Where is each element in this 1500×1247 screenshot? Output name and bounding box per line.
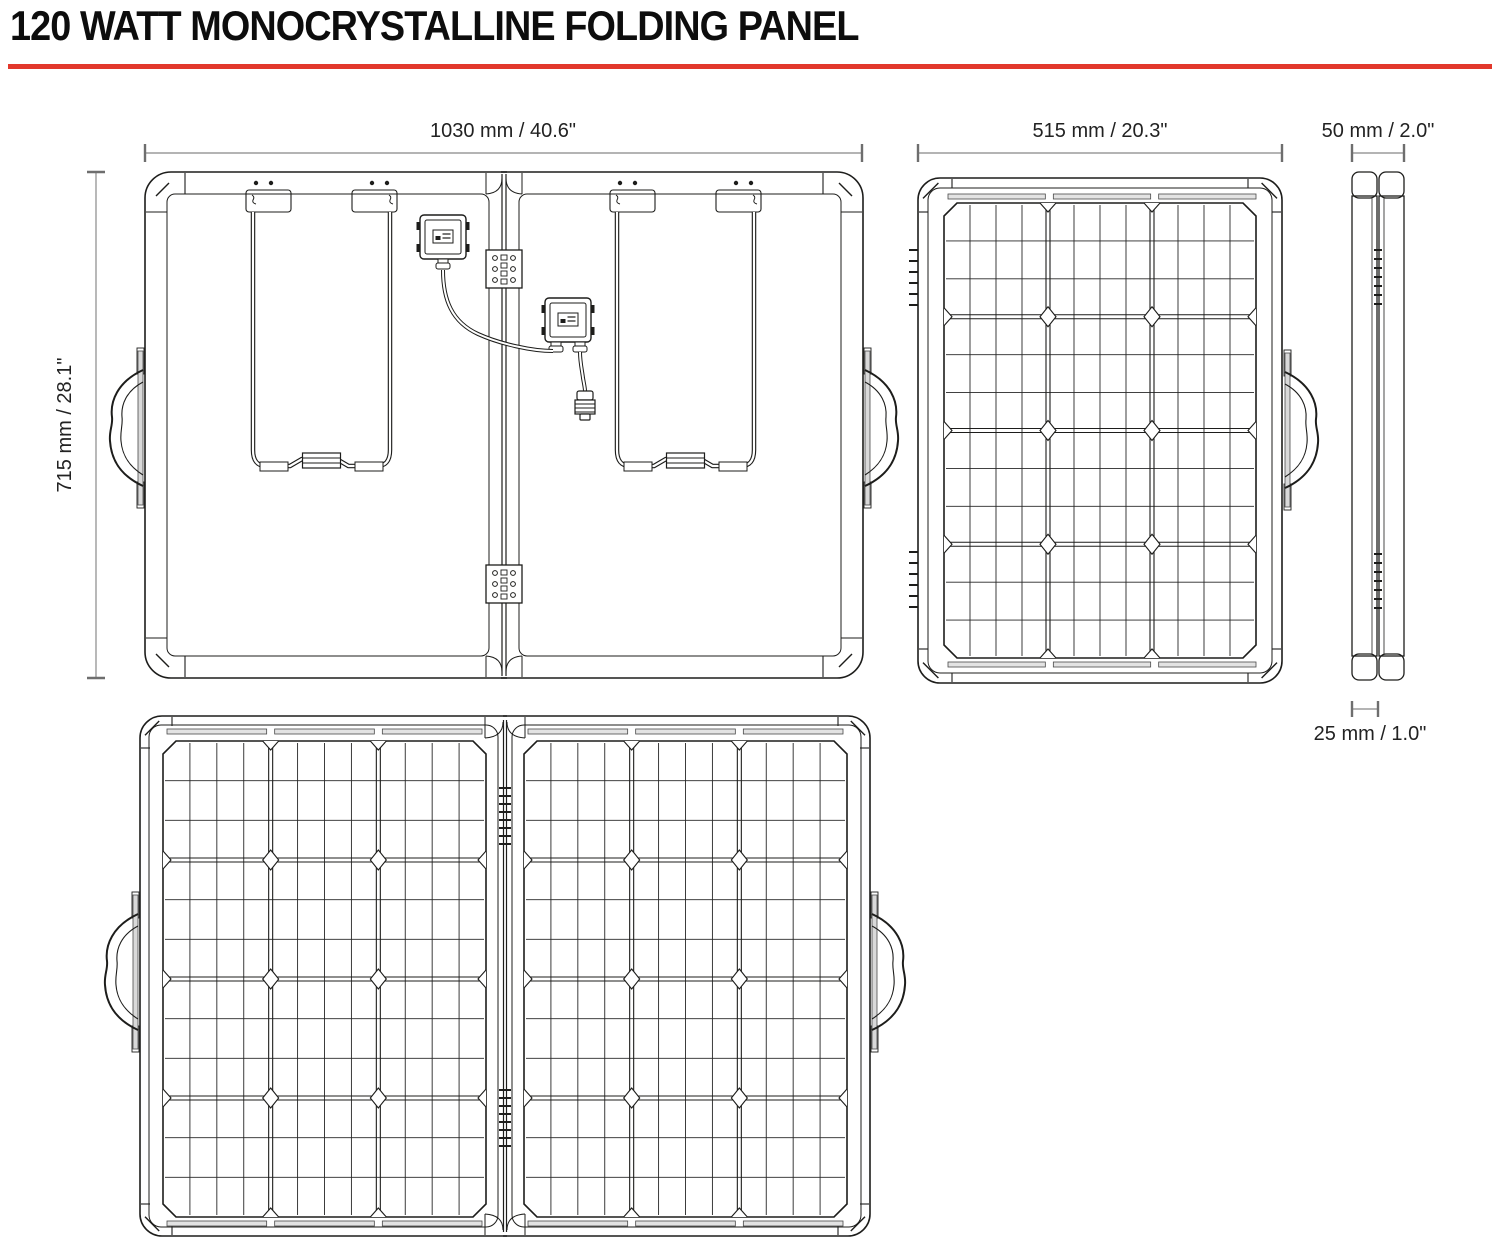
junction-box bbox=[417, 215, 470, 269]
carry-handle bbox=[864, 348, 898, 508]
solar-cell-grid bbox=[163, 741, 486, 1217]
edge-hinges bbox=[1374, 250, 1382, 608]
carry-handle bbox=[1284, 350, 1318, 510]
front-view-folded bbox=[909, 178, 1318, 683]
open-width-label: 1030 mm / 40.6" bbox=[429, 120, 577, 142]
junction-box bbox=[542, 298, 595, 352]
dimension-folded-width bbox=[918, 120, 1282, 162]
folded-slabs bbox=[1352, 172, 1404, 680]
side-view-folded bbox=[1352, 172, 1404, 680]
panel-thickness-label: 25 mm / 1.0" bbox=[1313, 723, 1427, 745]
edge-hinges bbox=[909, 250, 918, 607]
hinge bbox=[486, 250, 522, 288]
hinge bbox=[486, 565, 522, 603]
folded-width-label: 515 mm / 20.3" bbox=[1032, 120, 1168, 142]
page-title: 120 WATT MONOCRYSTALLINE FOLDING PANEL bbox=[10, 2, 859, 49]
panel-edge-trim bbox=[948, 662, 1256, 667]
back-view-open bbox=[110, 172, 898, 678]
carry-handle bbox=[105, 892, 139, 1052]
carry-handle bbox=[871, 892, 905, 1052]
mc4-connector bbox=[575, 391, 595, 420]
panel-edge-trim bbox=[528, 1221, 843, 1226]
panel-edge-trim bbox=[167, 729, 482, 734]
carry-handle bbox=[110, 348, 144, 508]
solar-cell-grid bbox=[524, 741, 847, 1217]
kickstand-leg bbox=[246, 181, 397, 471]
dimension-panel-thickness bbox=[1314, 701, 1427, 745]
panel-edge-trim bbox=[167, 1221, 482, 1226]
panel-edge-trim bbox=[948, 194, 1256, 199]
panel-edge-trim bbox=[528, 729, 843, 734]
kickstand-leg bbox=[610, 181, 761, 471]
center-hinges bbox=[499, 788, 511, 1146]
folded-depth-label: 50 mm / 2.0" bbox=[1321, 120, 1435, 142]
dimension-open-width bbox=[145, 120, 862, 162]
dimension-folded-depth bbox=[1322, 120, 1435, 162]
solar-cell-grid bbox=[944, 203, 1256, 658]
open-height-label: 715 mm / 28.1" bbox=[54, 357, 76, 493]
front-view-open bbox=[105, 716, 905, 1236]
dimension-open-height bbox=[54, 172, 105, 678]
folding-frame bbox=[140, 716, 870, 1236]
